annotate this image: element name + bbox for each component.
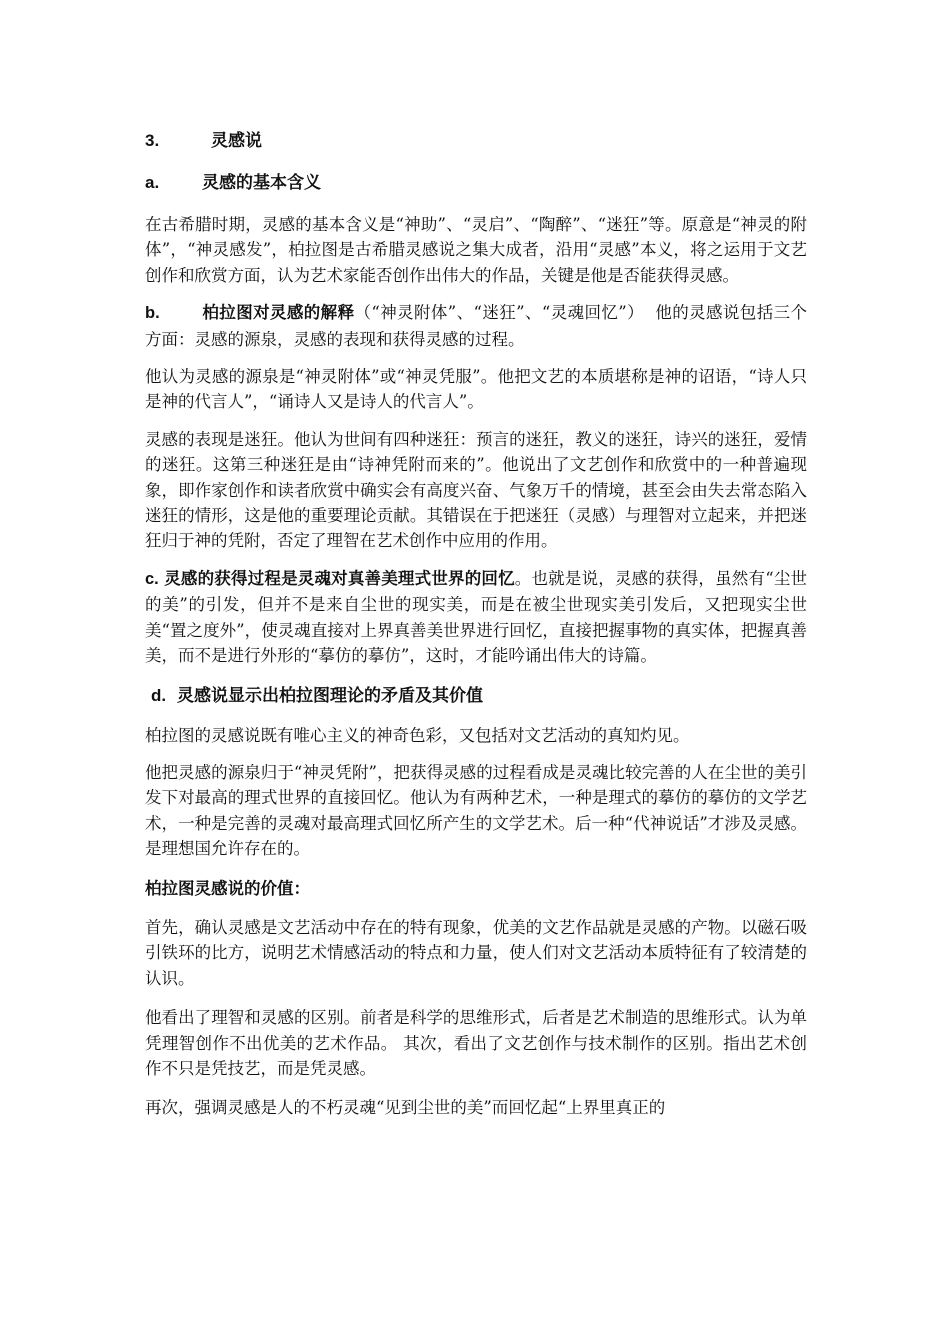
subsection-number: d. [151, 685, 167, 705]
subsection-a-heading [145, 170, 807, 196]
paragraph-v3: 再次，强调灵感是人的不朽灵魂“见到尘世的美”而回忆起“上界里真正的 [145, 1098, 666, 1118]
subsection-title: 灵感说显示出柏拉图理论的矛盾及其价值 [177, 685, 483, 706]
section-3-heading [145, 128, 807, 154]
paragraph-v1: 首先，确认灵感是文艺活动中存在的特有现象，优美的文艺作品就是灵感的产物。以磁石吸引铁环的比方，说明艺术情感活动的特点和力量，使人们对文艺活动本质特征有了较清楚的认识。 [145, 917, 807, 988]
subsection-number: a. [145, 173, 160, 192]
subsection-number: b. [145, 304, 160, 323]
paragraph-d2: 他把灵感的源泉归于“神灵凭附”，把获得灵感的过程看成是灵魂比较完善的人在尘世的美引发下对最高的理式世界的直接回忆。他认为有两种艺术，一种是理式的摹仿的摹仿的文学艺术，一种是完善的灵魂对最高理式回忆所产生的文学艺术。后一种“代神说话”才涉及灵感。是理想国允许存在的。 [145, 762, 807, 859]
paragraph-b2: 灵感的表现是迷狂。他认为世间有四种迷狂：预言的迷狂，教义的迷狂，诗兴的迷狂，爱情的迷狂。这第三种迷狂是由“诗神凭附而来的”。他说出了文艺创作和欣赏中的一种普遍现象，即作家创作和读者欣赏中确实会有高度兴奋、气象万千的情境，甚至会由失去常态陷入迷狂的情形，这是他的重要理论贡献。其错误在于把迷狂（灵感）与理智对立起来，并把迷狂归于神的凭附，否定了理智在艺术创作中应用的作用。 [145, 429, 807, 551]
paragraph-c [145, 566, 807, 669]
section-title: 灵感说 [211, 131, 262, 151]
subsection-parenthetical: （“神灵附体”、“迷狂”、“灵魂回忆”） [354, 303, 645, 323]
document-body [145, 128, 807, 1121]
paragraph-a1: 在古希腊时期，灵感的基本含义是“神助”、“灵启”、“陶醉”、“迷狂”等。原意是“神灵的附体”，“神灵感发”，柏拉图是古希腊灵感说之集大成者，沿用“灵感”本义，将之运用于文艺创作和欣赏方面，认为艺术家能否创作出伟大的作品，关键是他是否能获得灵感。 [145, 215, 807, 285]
paragraph-d1: 柏拉图的灵感说既有唯心主义的神奇色彩，又包括对文艺活动的真知灼见。 [145, 725, 690, 745]
subsection-title: 灵感的基本含义 [202, 173, 321, 193]
section-number: 3. [145, 131, 160, 150]
subsection-title: 柏拉图对灵感的解释 [202, 303, 355, 323]
subsection-text: 。也就是说，灵感的获得，虽然有“尘世的美”的引发，但并不是来自尘世的现实美，而是在被尘世现实美引发后，又把现实尘世美“置之度外”，使灵魂直接对上界真善美世界进行回忆，直接把握事物的真实体，把握真善美，而不是进行外形的“摹仿的摹仿”，这时，才能吟诵出伟大的诗篇。 [145, 568, 808, 666]
subsection-text: 他的灵感说包括三个方面：灵感的源泉，灵感的表现和获得灵感的过程。 [145, 303, 808, 349]
subsection-title: 灵感的获得过程是灵魂对真善美理式世界的回忆 [164, 568, 515, 588]
subsection-number: c. [145, 569, 159, 588]
subsection-d-heading [145, 683, 807, 709]
paragraph-v2: 他看出了理智和灵感的区别。前者是科学的思维形式，后者是艺术制造的思维形式。认为单凭理智创作不出优美的艺术作品。 其次，看出了文艺创作与技术制作的区别。指出艺术创作不只是凭技艺，而是凭灵感。 [145, 1008, 807, 1078]
value-heading: 柏拉图灵感说的价值： [145, 878, 310, 898]
paragraph-b1: 他认为灵感的源泉是“神灵附体”或“神灵凭服”。他把文艺的本质堪称是神的诏语，“诗人只是神的代言人”，“诵诗人又是诗人的代言人”。 [145, 367, 807, 412]
paragraph-b-intro [145, 300, 807, 352]
